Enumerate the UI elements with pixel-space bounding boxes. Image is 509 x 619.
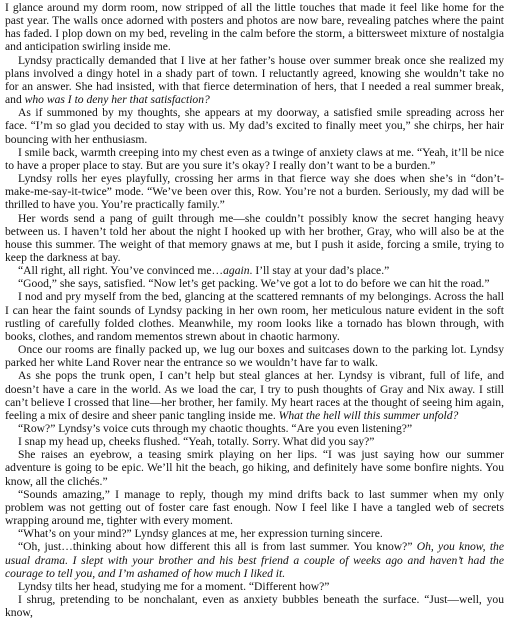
text-run: As she pops the trunk open, I can’t help but steal glances at her. Lyndsy is vibrant, full of life, and doesn’t have a care in the world. As we load the car, I try to push thoughts of Gray and Nix away. I still can’t believe I crossed that line—her brother, her family. My heart races at the thought of seeing him again, feeling a mix of desire and sheer panic tangling inside me. [5, 369, 504, 422]
italic-thought: Oh, you know, the usual drama. I slept with your brother and his best friend a couple of weeks ago and haven’t had the courage to tell you, and I’m ashamed of how much I liked it. [5, 540, 504, 580]
text-run: “What’s on your mind?” Lyndsy glances at me, her expression turning sincere. [18, 527, 383, 541]
italic-thought: What the hell will this summer unfold? [278, 408, 459, 422]
paragraph [5, 172, 504, 211]
text-run: Once our rooms are finally packed up, we lug our boxes and suitcases down to the parking lot. Lyndsy parked her white Land Rover near the entrance so we wouldn’t have far to walk. [5, 343, 504, 370]
paragraph [5, 488, 504, 527]
paragraph [5, 212, 504, 265]
paragraph [5, 435, 504, 448]
paragraph [5, 290, 504, 343]
paragraph [5, 343, 504, 369]
italic-thought: who was I to deny her that satisfaction? [24, 93, 210, 107]
paragraph [5, 1, 504, 54]
text-run: “Row?” Lyndsy’s voice cuts through my chaotic thoughts. “Are you even listening?” [18, 422, 413, 435]
text-run: As if summoned by my thoughts, she appears at my doorway, a satisfied smile spreading across her face. “I’m so glad you decided to stay with us. My dad’s excited to finally meet you,” she chirps, her hair bouncing with her enthusiasm. [5, 106, 504, 146]
text-run: “Good,” she says, satisfied. “Now let’s get packing. We’ve got a lot to do before we can hit the road.” [18, 277, 490, 291]
text-run: “All right, all right. You’ve convinced me… [18, 264, 224, 278]
text-run: “Sounds amazing,” I manage to reply, though my mind drifts back to last summer when my only problem was not getting out of foster care fast enough. Now I feel like I have a tangled web of secrets wrapping around me, tighter with every moment. [5, 487, 504, 528]
text-run: Lyndsy practically demanded that I live at her father’s house over summer break once she realized my plans involved a dingy hotel in a shady part of town. I reluctantly agreed, knowing she wouldn’t take no for an answer. She had insisted, with that fierce determination of hers, that I needed a real summer break, and [5, 53, 504, 107]
paragraph [5, 580, 504, 593]
paragraph [5, 369, 504, 422]
text-run: Lyndsy tilts her head, studying me for a moment. “Different how?” [18, 579, 330, 593]
text-run: I smile back, warmth creeping into my chest even as a twinge of anxiety claws at me. “Yeah, it’ll be nice to have a proper place to stay. But are you sure it’s okay? I really don’t want to be a burden.” [5, 145, 504, 172]
text-run: Her words send a pang of guilt through me—she couldn’t possibly know the secret hanging heavy between us. I haven’t told her about the night I hooked up with her brother, Gray, who will also be at the house this summer. The weight of that memory gnaws at me, but I push it aside, forcing a smile, trying to keep the darkness at bay. [5, 211, 504, 264]
text-run: . I’ll stay at your dad’s place.” [249, 264, 390, 278]
paragraph [5, 54, 504, 107]
paragraph [5, 146, 504, 172]
paragraph [5, 264, 504, 277]
paragraph [5, 448, 504, 487]
paragraph [5, 540, 504, 579]
paragraph [5, 106, 504, 145]
text-run: “Oh, just…thinking about how different this all is from last summer. You know?” [18, 540, 417, 554]
text-run: I shrug, pretending to be nonchalant, even as anxiety bubbles beneath the surface. “Just—well, you know, [5, 593, 504, 619]
paragraph [5, 422, 504, 435]
text-run: I snap my head up, cheeks flushed. “Yeah, totally. Sorry. What did you say?” [18, 435, 375, 449]
paragraph [5, 593, 504, 619]
italic-emphasis: again [223, 264, 250, 278]
paragraph [5, 277, 504, 290]
text-run: I nod and pry myself from the bed, glancing at the scattered remnants of my belongings. Across the hall I can hear the faint sounds of Lyndsy packing in her own room, her meticulous nature evident in the soft rustling of carefully folded clothes. Meanwhile, my room looks like a tornado has blown through, with books, clothes, and random mementos strewn about in chaotic harmony. [5, 290, 504, 343]
text-run: She raises an eyebrow, a teasing smirk playing on her lips. “I was just saying how our summer adventure is going to be epic. We’ll hit the beach, go hiking, and definitely have some bonfire nights. You know, all the clichés.” [5, 448, 504, 488]
text-run: Lyndsy rolls her eyes playfully, crossing her arms in that fierce way she does when she’s in “don’t-make-me-say-it-twice” mode. “We’ve been over this, Row. You’re not a burden. Seriously, my dad will be thrilled to have you. You’re practically family.” [5, 172, 504, 212]
paragraph [5, 527, 504, 540]
text-run: I glance around my dorm room, now stripped of all the little touches that made it feel like home for the past year. The walls once adorned with posters and photos are now bare, revealing patches where the paint has faded. I plop down on my bed, reveling in the calm before the storm, a bittersweet mixture of nostalgia and anticipation swirling inside me. [5, 1, 504, 54]
